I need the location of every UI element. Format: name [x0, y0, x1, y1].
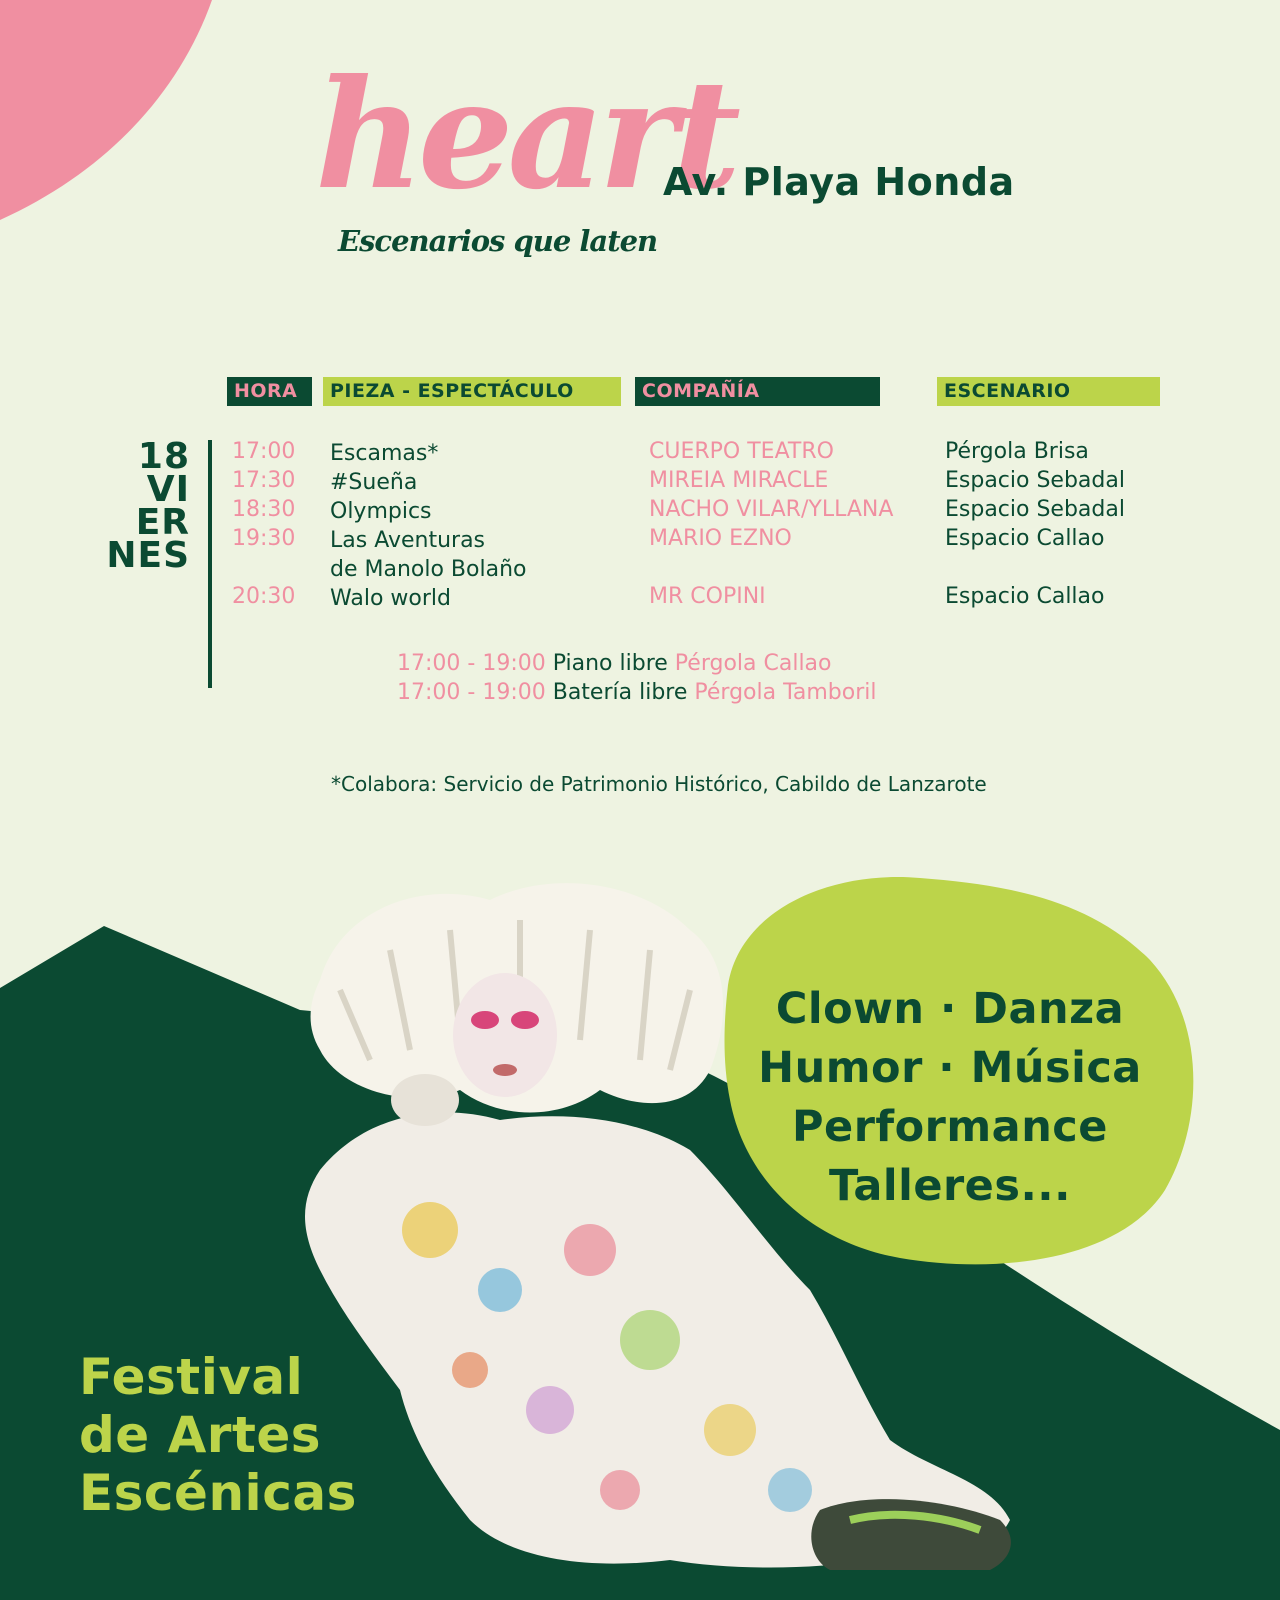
header-compania: COMPAÑÍA — [635, 377, 880, 406]
row-piece: de Manolo Bolaño — [330, 557, 527, 582]
free-session-time: 17:00 - 19:00 — [397, 680, 546, 705]
free-session — [397, 680, 876, 705]
row-stage: Espacio Sebadal — [945, 468, 1125, 493]
header-escenario: ESCENARIO — [937, 377, 1160, 406]
row-time: 20:30 — [232, 584, 296, 609]
row-stage: Pérgola Brisa — [945, 439, 1089, 464]
free-session-place: Pérgola Callao — [674, 651, 832, 676]
discipline-line-2: Humor · Música — [758, 1043, 1142, 1093]
discipline-line-1: Clown · Danza — [775, 984, 1125, 1034]
row-company: CUERPO TEATRO — [649, 439, 834, 464]
day-label — [96, 436, 190, 576]
day-line-1: VI — [146, 469, 190, 510]
row-time: 18:30 — [232, 497, 296, 522]
header-pieza: PIEZA - ESPECTÁCULO — [323, 377, 621, 406]
row-stage: Espacio Callao — [945, 526, 1105, 551]
free-session-activity: Piano libre — [552, 651, 668, 676]
row-company: MR COPINI — [649, 584, 766, 609]
festival-line-3: Escénicas — [79, 1464, 357, 1522]
day-line-3: NES — [106, 535, 190, 576]
header-hora: HORA — [227, 377, 312, 406]
discipline-line-4: Talleres... — [829, 1161, 1071, 1211]
row-stage: Espacio Sebadal — [945, 497, 1125, 522]
logo-heart: heart — [315, 47, 735, 223]
venue-title: Av. Playa Honda — [663, 160, 1015, 204]
row-time: 19:30 — [232, 526, 296, 551]
row-stage: Espacio Callao — [945, 584, 1105, 609]
row-piece: Escamas* — [330, 441, 439, 466]
free-session-time: 17:00 - 19:00 — [397, 651, 546, 676]
free-session-activity: Batería libre — [552, 680, 688, 705]
row-time: 17:30 — [232, 468, 296, 493]
free-session — [397, 651, 832, 676]
row-time: 17:00 — [232, 439, 296, 464]
festival-line-2: de Artes — [79, 1406, 322, 1464]
row-company: MIREIA MIRACLE — [649, 468, 829, 493]
day-number: 18 — [137, 436, 190, 477]
discipline-line-3: Performance — [792, 1102, 1108, 1152]
row-piece: Olympics — [330, 499, 432, 524]
pink-corner-shape — [0, 0, 212, 220]
free-session-place: Pérgola Tamboril — [694, 680, 877, 705]
logo-tagline: Escenarios que laten — [338, 224, 658, 258]
row-piece: Las Aventuras — [330, 528, 486, 553]
row-piece: #Sueña — [330, 470, 418, 495]
row-company: NACHO VILAR/YLLANA — [649, 497, 894, 522]
day-line-2: ER — [135, 502, 190, 543]
collaboration-note: *Colabora: Servicio de Patrimonio Histórico, Cabildo de Lanzarote — [331, 772, 987, 796]
day-divider — [208, 440, 212, 688]
festival-line-1: Festival — [79, 1348, 304, 1406]
row-piece: Walo world — [330, 586, 451, 611]
row-company: MARIO EZNO — [649, 526, 792, 551]
